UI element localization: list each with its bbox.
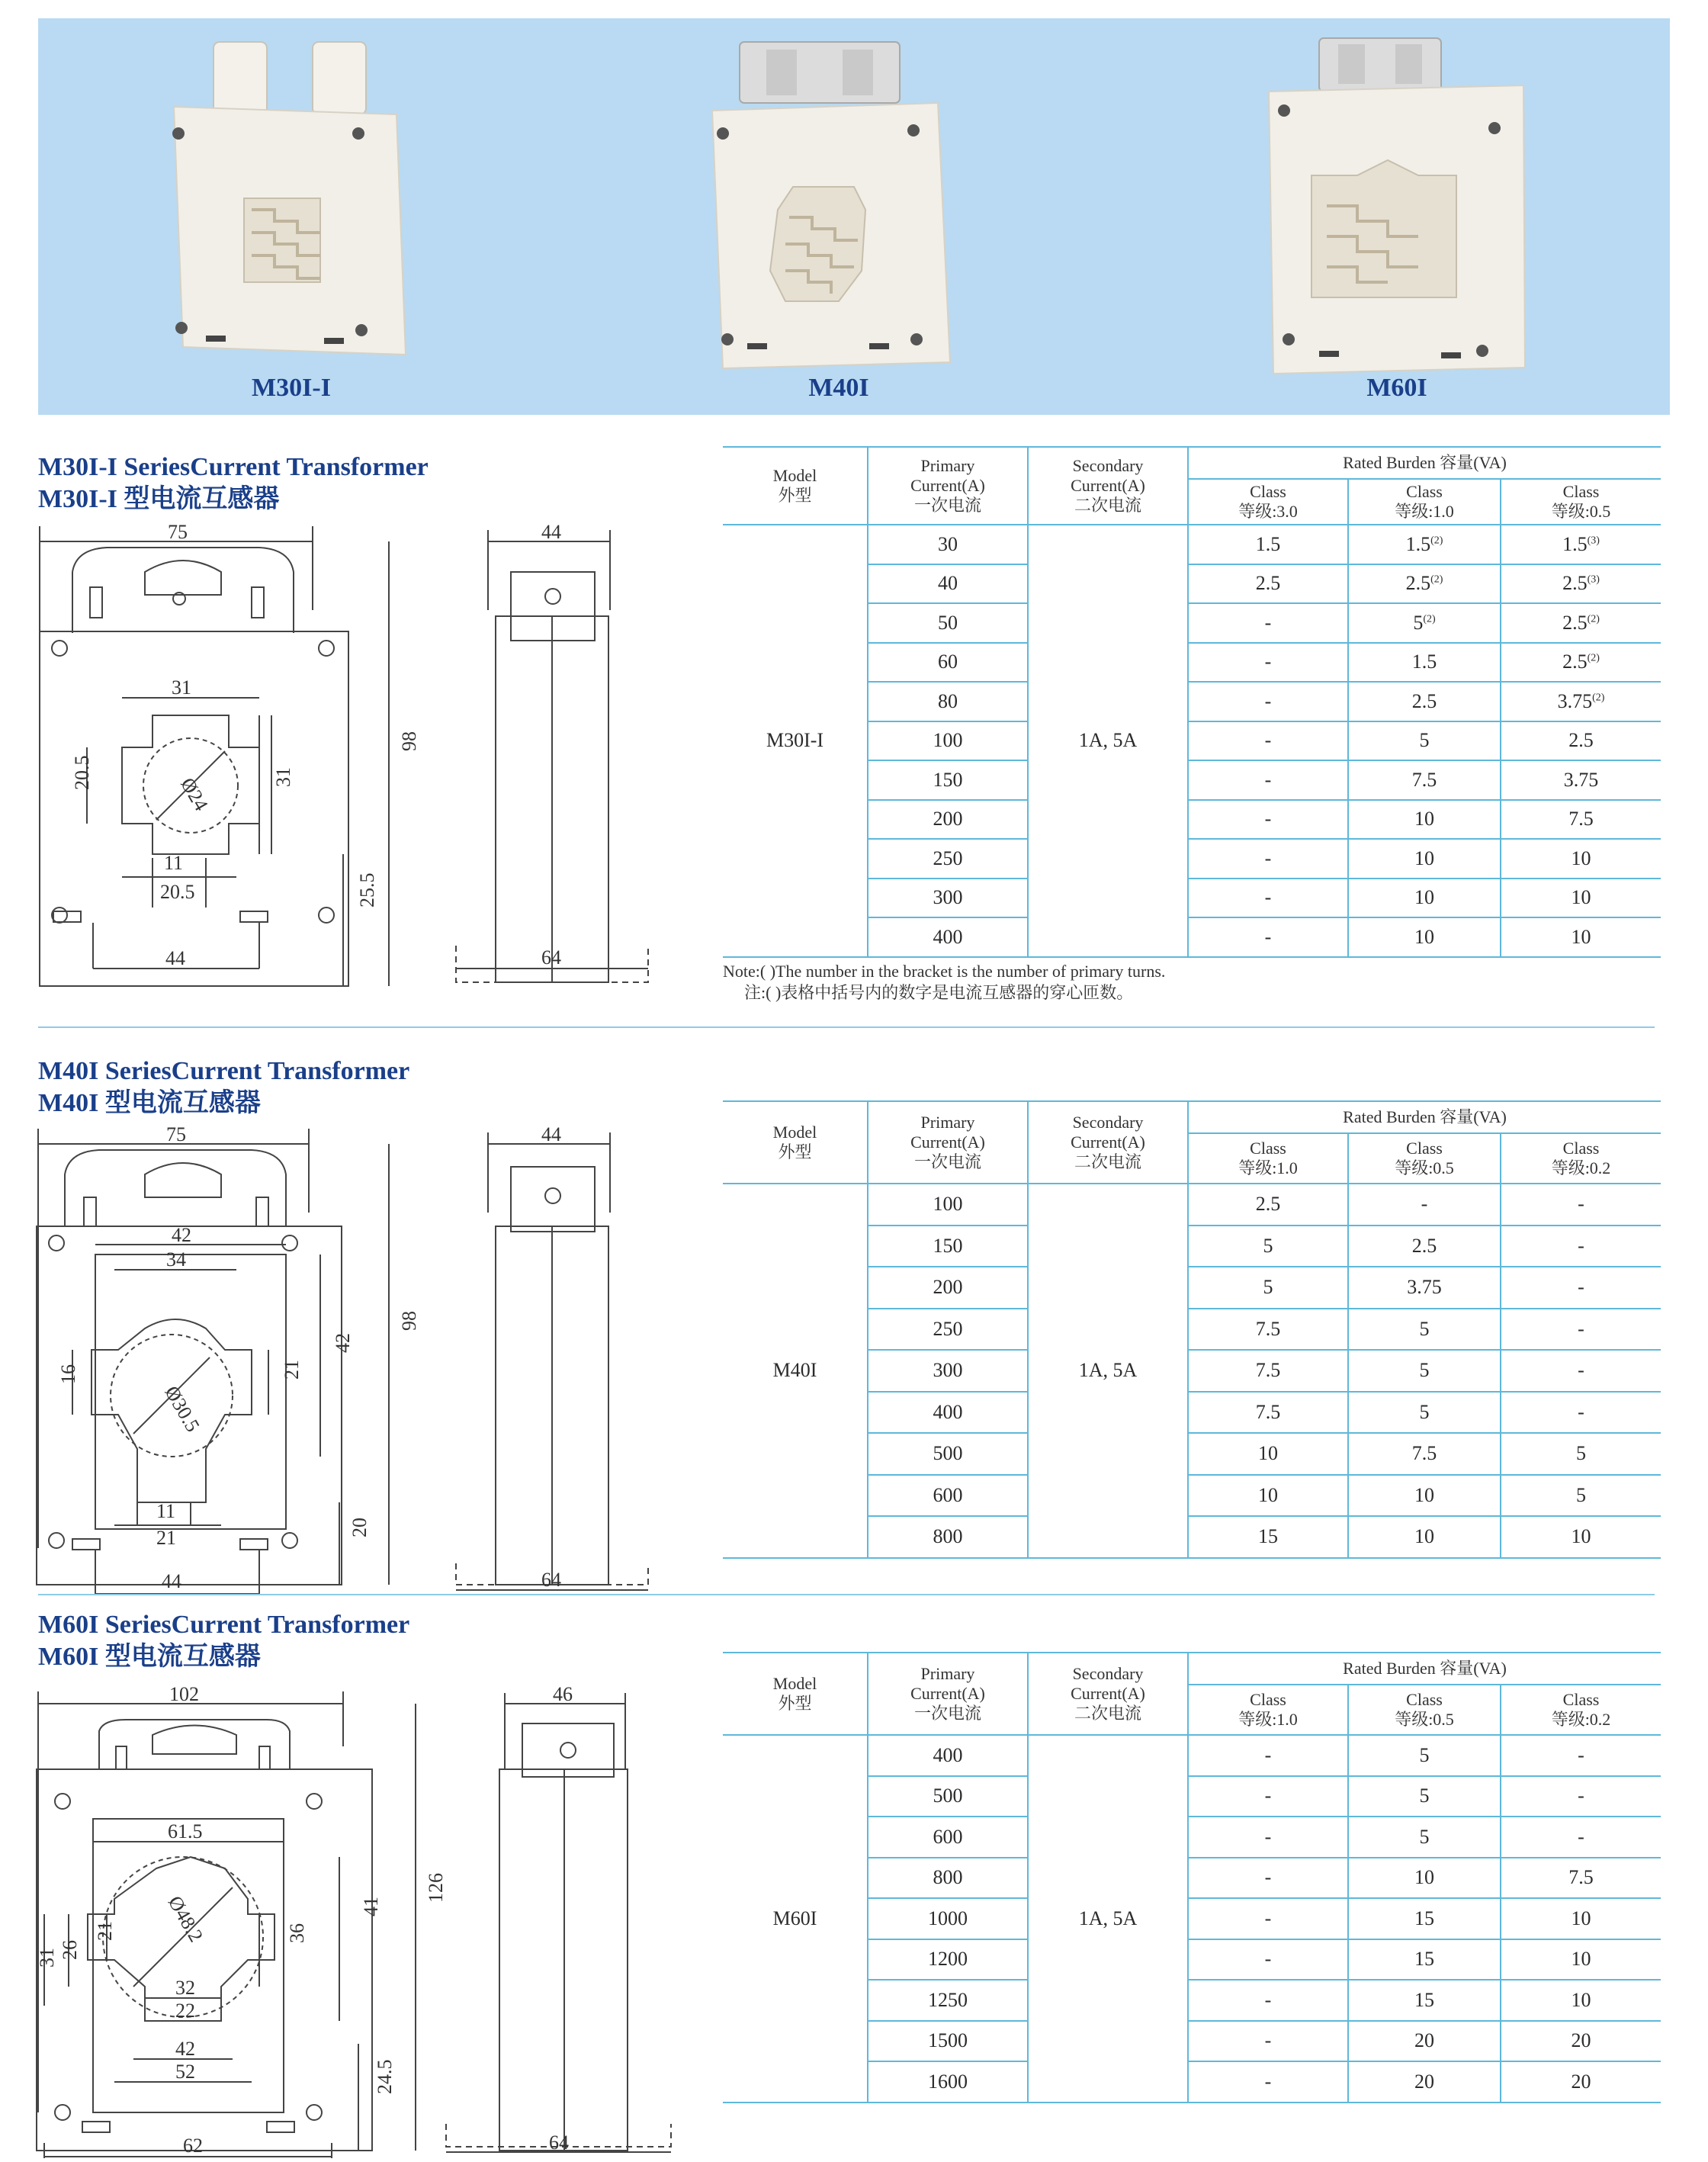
burden-cell: 2.5 <box>1348 682 1501 721</box>
burden-cell: - <box>1501 1350 1661 1392</box>
primary-current-cell: 400 <box>868 1735 1028 1776</box>
svg-text:44: 44 <box>165 947 185 969</box>
burden-cell: 5$^{(2)}$ <box>1348 603 1501 643</box>
burden-cell: - <box>1501 1309 1661 1351</box>
primary-current-cell: 100 <box>868 1184 1028 1226</box>
burden-cell: 1.5$^{(2)}$ <box>1348 525 1501 564</box>
burden-cell: - <box>1188 721 1348 761</box>
burden-cell: 10 <box>1501 917 1661 957</box>
burden-cell: - <box>1188 1898 1348 1939</box>
burden-cell: 3.75 <box>1501 760 1661 800</box>
primary-current-cell: 600 <box>868 1475 1028 1517</box>
svg-text:24.5: 24.5 <box>374 2059 396 2094</box>
burden-cell: 5 <box>1348 1350 1501 1392</box>
burden-cell: 10 <box>1501 1516 1661 1558</box>
svg-text:44: 44 <box>162 1570 181 1592</box>
burden-cell: 10 <box>1501 1980 1661 2021</box>
header-model: Model 外型 <box>723 1653 868 1735</box>
svg-text:64: 64 <box>541 1569 561 1591</box>
primary-current-cell: 80 <box>868 682 1028 721</box>
burden-cell: - <box>1188 1776 1348 1817</box>
burden-cell: 15 <box>1348 1898 1501 1939</box>
header-class-3: Class 等级:0.5 <box>1501 479 1661 525</box>
primary-current-cell: 800 <box>868 1858 1028 1899</box>
table-row <box>723 1184 1661 1226</box>
spec-body-m40i <box>723 1184 1661 1558</box>
drawing-m30i-front <box>30 519 427 980</box>
primary-current-cell: 1250 <box>868 1980 1028 2021</box>
header-secondary: Secondary Current(A) 二次电流 <box>1028 1653 1188 1735</box>
spec-table-m60i <box>723 1652 1661 2103</box>
product-label-m40i: M40I <box>808 374 869 402</box>
burden-cell: 10 <box>1501 1939 1661 1980</box>
svg-text:42: 42 <box>332 1333 354 1353</box>
burden-cell: 10 <box>1501 839 1661 879</box>
primary-current-cell: 200 <box>868 1267 1028 1309</box>
burden-cell: 7.5 <box>1188 1309 1348 1351</box>
dim-width: 75 <box>168 521 188 543</box>
secondary-current-cell: 1A, 5A <box>1028 525 1188 957</box>
svg-text:41: 41 <box>360 1897 382 1916</box>
spec-table-m40i <box>723 1100 1661 1559</box>
burden-cell: 2.5$^{(2)}$ <box>1501 643 1661 683</box>
product-label-m30i: M30I-I <box>252 374 331 402</box>
svg-text:98: 98 <box>398 731 420 751</box>
burden-cell: - <box>1188 760 1348 800</box>
burden-cell: 5 <box>1501 1433 1661 1475</box>
burden-cell: - <box>1501 1226 1661 1267</box>
primary-current-cell: 800 <box>868 1516 1028 1558</box>
svg-text:22: 22 <box>175 2000 195 2022</box>
burden-cell: 10 <box>1188 1475 1348 1517</box>
svg-text:21: 21 <box>281 1360 303 1380</box>
primary-current-cell: 30 <box>868 525 1028 564</box>
primary-current-cell: 400 <box>868 1392 1028 1434</box>
header-class-1: Class 等级:1.0 <box>1188 1685 1348 1735</box>
burden-cell: - <box>1501 1735 1661 1776</box>
burden-cell: - <box>1348 1184 1501 1226</box>
burden-cell: - <box>1188 1735 1348 1776</box>
model-cell: M60I <box>723 1735 868 2103</box>
burden-cell: 5 <box>1188 1226 1348 1267</box>
burden-cell: 5 <box>1348 1817 1501 1858</box>
burden-cell: 1.5$^{(3)}$ <box>1501 525 1661 564</box>
svg-text:Ø30.5: Ø30.5 <box>160 1382 204 1436</box>
burden-cell: 2.5$^{(3)}$ <box>1501 564 1661 604</box>
svg-text:31: 31 <box>272 767 294 787</box>
turns-superscript: (2) <box>1423 613 1436 625</box>
secondary-current-cell: 1A, 5A <box>1028 1735 1188 2103</box>
header-class-2: Class 等级:0.5 <box>1348 1133 1501 1184</box>
drawing-m40i-side <box>442 1121 686 1591</box>
burden-cell: 2.5 <box>1188 564 1348 604</box>
burden-cell: 10 <box>1348 917 1501 957</box>
burden-cell: - <box>1188 1817 1348 1858</box>
primary-current-cell: 150 <box>868 760 1028 800</box>
turns-superscript: (2) <box>1430 573 1443 586</box>
burden-cell: 3.75 <box>1348 1267 1501 1309</box>
primary-current-cell: 150 <box>868 1226 1028 1267</box>
product-label-m60i: M60I <box>1366 374 1427 402</box>
svg-text:62: 62 <box>183 2135 203 2157</box>
burden-cell: 5 <box>1348 1392 1501 1434</box>
svg-text:98: 98 <box>398 1311 420 1331</box>
svg-text:11: 11 <box>164 852 184 874</box>
svg-text:64: 64 <box>549 2131 569 2154</box>
burden-cell: - <box>1188 2061 1348 2103</box>
product-photo-m40i <box>709 42 968 370</box>
header-model: Model 外型 <box>723 447 868 525</box>
burden-cell: - <box>1188 1939 1348 1980</box>
burden-cell: 5 <box>1348 721 1501 761</box>
burden-cell: - <box>1501 1267 1661 1309</box>
burden-cell: - <box>1188 800 1348 840</box>
burden-cell: - <box>1188 917 1348 957</box>
burden-cell: - <box>1501 1184 1661 1226</box>
burden-cell: 10 <box>1348 879 1501 918</box>
burden-cell: - <box>1188 2021 1348 2062</box>
primary-current-cell: 300 <box>868 1350 1028 1392</box>
turns-superscript: (2) <box>1592 692 1605 704</box>
burden-cell: 10 <box>1188 1433 1348 1475</box>
svg-text:34: 34 <box>166 1248 186 1271</box>
burden-cell: 10 <box>1501 879 1661 918</box>
table-row <box>723 1735 1661 1776</box>
burden-cell: 5 <box>1348 1776 1501 1817</box>
dim-dia: Ø24 <box>176 773 213 815</box>
table-row <box>723 525 1661 564</box>
section-divider <box>38 1026 1655 1028</box>
burden-cell: - <box>1501 1392 1661 1434</box>
turns-superscript: (2) <box>1430 535 1443 547</box>
header-model: Model 外型 <box>723 1101 868 1184</box>
burden-cell: 2.5 <box>1348 1226 1501 1267</box>
svg-text:36: 36 <box>286 1923 308 1943</box>
burden-cell: 10 <box>1348 800 1501 840</box>
burden-cell: 10 <box>1348 1475 1501 1517</box>
burden-cell: 5 <box>1348 1309 1501 1351</box>
primary-current-cell: 100 <box>868 721 1028 761</box>
header-class-2: Class 等级:1.0 <box>1348 479 1501 525</box>
spec-table-m30i <box>723 446 1661 958</box>
primary-current-cell: 250 <box>868 839 1028 879</box>
burden-cell: 20 <box>1501 2021 1661 2062</box>
header-secondary: Secondary Current(A) 二次电流 <box>1028 447 1188 525</box>
burden-cell: - <box>1188 879 1348 918</box>
burden-cell: 2.5$^{(2)}$ <box>1348 564 1501 604</box>
svg-text:44: 44 <box>541 521 561 543</box>
header-primary: Primary Current(A) 一次电流 <box>868 1101 1028 1184</box>
burden-cell: 7.5 <box>1348 760 1501 800</box>
burden-cell: 7.5 <box>1501 1858 1661 1899</box>
svg-text:26: 26 <box>59 1940 81 1960</box>
primary-current-cell: 1000 <box>868 1898 1028 1939</box>
section-title-m30i: M30I-I SeriesCurrent Transformer M30I-I 型电流互感器 <box>38 453 429 513</box>
section-title-m60i: M60I SeriesCurrent Transformer M60I 型电流互感器 <box>38 1611 410 1671</box>
burden-cell: 2.5$^{(2)}$ <box>1501 603 1661 643</box>
primary-current-cell: 40 <box>868 564 1028 604</box>
primary-current-cell: 300 <box>868 879 1028 918</box>
svg-text:42: 42 <box>172 1224 191 1246</box>
primary-current-cell: 400 <box>868 917 1028 957</box>
drawing-m60i-side <box>442 1685 686 2162</box>
svg-text:126: 126 <box>425 1873 447 1903</box>
spec-body-m30i <box>723 525 1661 957</box>
table-note: Note:( )The number in the bracket is the number of primary turns. 注:( )表格中括号内的数字是电流互感器的穿心匝数。 <box>723 962 1166 1002</box>
drawing-m40i-front <box>30 1121 427 1592</box>
svg-text:32: 32 <box>175 1977 195 1999</box>
model-cell: M40I <box>723 1184 868 1558</box>
burden-cell: 15 <box>1188 1516 1348 1558</box>
svg-text:25.5: 25.5 <box>356 872 378 908</box>
svg-text:102: 102 <box>169 1683 199 1705</box>
burden-cell: 15 <box>1348 1939 1501 1980</box>
burden-cell: 10 <box>1348 1858 1501 1899</box>
secondary-current-cell: 1A, 5A <box>1028 1184 1188 1558</box>
turns-superscript: (3) <box>1587 535 1600 547</box>
svg-text:61.5: 61.5 <box>168 1820 203 1842</box>
burden-cell: 2.5 <box>1501 721 1661 761</box>
primary-current-cell: 60 <box>868 643 1028 683</box>
svg-text:64: 64 <box>541 946 561 969</box>
primary-current-cell: 500 <box>868 1776 1028 1817</box>
svg-text:11: 11 <box>156 1500 176 1522</box>
burden-cell: 7.5 <box>1188 1350 1348 1392</box>
burden-cell: 3.75$^{(2)}$ <box>1501 682 1661 721</box>
header-burden: Rated Burden 容量(VA) <box>1188 1653 1661 1685</box>
drawing-m30i-side <box>442 519 686 980</box>
product-photo-m30i <box>168 42 412 362</box>
burden-cell: 7.5 <box>1501 800 1661 840</box>
header-burden: Rated Burden 容量(VA) <box>1188 447 1661 479</box>
svg-text:21: 21 <box>94 1921 116 1941</box>
primary-current-cell: 50 <box>868 603 1028 643</box>
burden-cell: 7.5 <box>1188 1392 1348 1434</box>
burden-cell: - <box>1188 643 1348 683</box>
svg-text:20.5: 20.5 <box>71 755 93 790</box>
burden-cell: 7.5 <box>1348 1433 1501 1475</box>
section-title-m40i: M40I SeriesCurrent Transformer M40I 型电流互感器 <box>38 1057 410 1117</box>
spec-body-m60i <box>723 1735 1661 2103</box>
header-primary: Primary Current(A) 一次电流 <box>868 447 1028 525</box>
header-class-3: Class 等级:0.2 <box>1501 1133 1661 1184</box>
burden-cell: - <box>1188 1980 1348 2021</box>
primary-current-cell: 1600 <box>868 2061 1028 2103</box>
burden-cell: 5 <box>1501 1475 1661 1517</box>
burden-cell: - <box>1188 1858 1348 1899</box>
header-class-3: Class 等级:0.2 <box>1501 1685 1661 1735</box>
header-class-1: Class 等级:3.0 <box>1188 479 1348 525</box>
burden-cell: - <box>1188 682 1348 721</box>
burden-cell: - <box>1188 839 1348 879</box>
model-cell: M30I-I <box>723 525 868 957</box>
svg-text:16: 16 <box>57 1364 79 1384</box>
primary-current-cell: 1200 <box>868 1939 1028 1980</box>
turns-superscript: (2) <box>1587 652 1600 664</box>
svg-text:31: 31 <box>36 1948 58 1968</box>
svg-text:52: 52 <box>175 2061 195 2083</box>
burden-cell: 10 <box>1348 1516 1501 1558</box>
burden-cell: 10 <box>1348 839 1501 879</box>
svg-text:44: 44 <box>541 1123 561 1145</box>
burden-cell: 1.5 <box>1188 525 1348 564</box>
turns-superscript: (2) <box>1587 613 1600 625</box>
header-primary: Primary Current(A) 一次电流 <box>868 1653 1028 1735</box>
primary-current-cell: 250 <box>868 1309 1028 1351</box>
svg-text:42: 42 <box>175 2038 195 2060</box>
drawing-m60i-front <box>30 1683 447 2162</box>
burden-cell: 20 <box>1348 2021 1501 2062</box>
primary-current-cell: 200 <box>868 800 1028 840</box>
turns-superscript: (3) <box>1587 573 1600 586</box>
burden-cell: 15 <box>1348 1980 1501 2021</box>
burden-cell: - <box>1188 603 1348 643</box>
burden-cell: - <box>1501 1817 1661 1858</box>
burden-cell: 10 <box>1501 1898 1661 1939</box>
burden-cell: 5 <box>1348 1735 1501 1776</box>
burden-cell: - <box>1501 1776 1661 1817</box>
svg-text:75: 75 <box>166 1123 186 1145</box>
header-secondary: Secondary Current(A) 二次电流 <box>1028 1101 1188 1184</box>
burden-cell: 2.5 <box>1188 1184 1348 1226</box>
svg-text:46: 46 <box>553 1683 573 1705</box>
burden-cell: 1.5 <box>1348 643 1501 683</box>
product-photo-m60i <box>1266 38 1525 374</box>
svg-text:20: 20 <box>348 1518 371 1537</box>
primary-current-cell: 600 <box>868 1817 1028 1858</box>
burden-cell: 20 <box>1501 2061 1661 2103</box>
header-class-1: Class 等级:1.0 <box>1188 1133 1348 1184</box>
primary-current-cell: 500 <box>868 1433 1028 1475</box>
burden-cell: 20 <box>1348 2061 1501 2103</box>
svg-text:20.5: 20.5 <box>160 881 195 903</box>
header-burden: Rated Burden 容量(VA) <box>1188 1101 1661 1133</box>
primary-current-cell: 1500 <box>868 2021 1028 2062</box>
svg-text:31: 31 <box>172 676 191 699</box>
svg-text:21: 21 <box>156 1527 176 1549</box>
svg-text:Ø48.2: Ø48.2 <box>163 1892 208 1946</box>
burden-cell: 5 <box>1188 1267 1348 1309</box>
section-divider <box>38 1594 1655 1595</box>
header-class-2: Class 等级:0.5 <box>1348 1685 1501 1735</box>
